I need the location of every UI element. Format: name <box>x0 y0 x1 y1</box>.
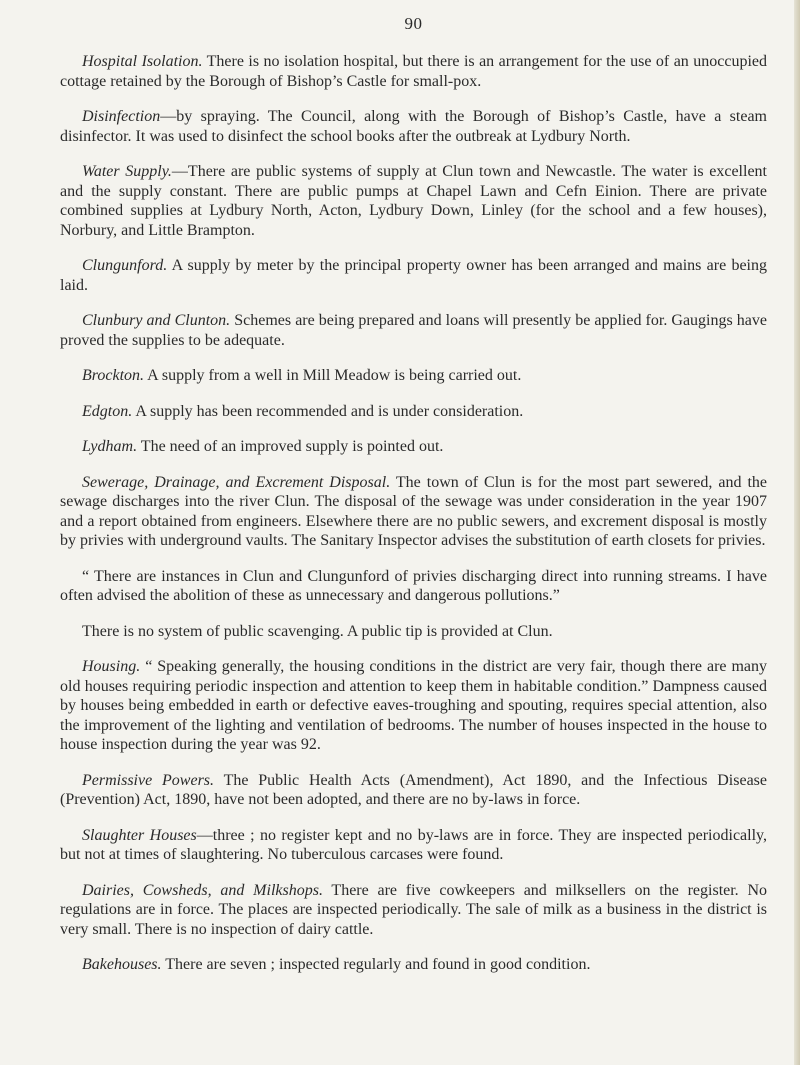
paragraph-heading: Permissive Powers. <box>82 771 215 789</box>
paragraph-heading: Lydham. <box>82 438 138 455</box>
paragraph-brockton <box>60 366 767 386</box>
paragraph-text: —three ; no register kept and no by-laws are in force. They are inspected periodically, but not at times of slaughtering. No tuberculous carcases were found. <box>60 826 768 863</box>
paragraph-text: A supply by meter by the principal property owner has been arranged and mains are being laid. <box>60 257 767 294</box>
paragraph-hospital-isolation <box>60 52 767 91</box>
paragraph-heading: Water Supply. <box>82 163 172 180</box>
paragraph-text: There are seven ; inspected regularly and found in good condition. <box>161 956 591 973</box>
paragraph-text: The town of Clun is for the most part sewered, and the sewage discharges into the river Clun. The disposal of the sewage was under consideration in the year 1907 and a report obtained from engineers. Elsewhere there are no public sewers, and excrement disposal is mostly by privies with underground vaults. The Sanitary Inspector advises the substitution of earth closets for privies. <box>60 473 767 549</box>
paragraph-text: There are five cowkeepers and milksellers on the register. No regulations are in force. The places are inspected periodically. The sale of milk as a business in the district is very small. There is no inspection of dairy cattle. <box>60 881 767 938</box>
paragraph-slaughter-houses <box>60 826 767 865</box>
paragraph-clungunford <box>60 256 767 295</box>
paragraph-text: —There are public systems of supply at Clun town and Newcastle. The water is excellent and the supply constant. There are public pumps at Chapel Lawn and Cefn Einion. There are private combined supplies at Lydbury North, Acton, Lydbury Down, Linley (for the school and a few houses), Norbury, and Little Brampton. <box>60 163 767 239</box>
document-page <box>60 14 767 991</box>
page-number: 90 <box>404 14 423 33</box>
paragraph-heading: Hospital Isolation. <box>82 53 203 70</box>
paragraph-permissive-powers <box>60 771 767 810</box>
paragraph-disinfection <box>60 107 767 146</box>
paragraph-housing <box>60 657 767 755</box>
paragraph-heading: Disinfection <box>82 108 161 125</box>
paragraph-heading: Brockton. <box>82 367 145 384</box>
paragraph-lydham <box>60 437 767 457</box>
paragraph-clunbury-clunton <box>60 311 767 350</box>
paragraph-edgton <box>60 402 767 422</box>
paragraph-heading: Slaughter Houses <box>82 826 197 844</box>
paragraph-heading: Bakehouses. <box>82 956 162 973</box>
paragraph-text: A supply from a well in Mill Meadow is being carried out. <box>144 367 522 384</box>
paragraph-heading: Edgton. <box>82 402 133 420</box>
paragraph-heading: Dairies, Cowsheds, and Milkshops. <box>82 881 323 899</box>
paragraph-heading: Clunbury and Clunton. <box>82 312 231 329</box>
paragraph-sewerage <box>60 473 767 551</box>
paragraph-text: A supply has been recommended and is under consideration. <box>132 402 524 420</box>
paragraph-text: There is no system of public scavenging. A public tip is provided at Clun. <box>82 622 553 640</box>
page-edge-shadow <box>794 0 800 1065</box>
paragraph-text: “ Speaking generally, the housing conditions in the district are very fair, though there are many old houses requiring periodic inspection and attention to keep them in habitable condition.” Dampness caused by houses being embedded in earth or defective eaves-troughing and spouting, requires special attention, also the improvement of the lighting and ventilation of bedrooms. The number of houses inspected in the house to house inspection during the year was 92. <box>60 658 767 753</box>
paragraph-text: The Public Health Acts (Amendment), Act 1890, and the Infectious Disease (Prevention) Act, 1890, have not been adopted, and there are no by-laws in force. <box>60 771 768 808</box>
paragraph-dairies <box>60 881 767 940</box>
paragraph-water-supply <box>60 162 767 240</box>
paragraph-heading: Sewerage, Drainage, and Excrement Disposal. <box>82 473 391 491</box>
paragraph-text: The need of an improved supply is pointed out. <box>137 438 444 455</box>
paragraph-scavenging <box>60 622 767 642</box>
paragraph-text: —by spraying. The Council, along with the Borough of Bishop’s Castle, have a steam disinfector. It was used to disinfect the school books after the outbreak at Lydbury North. <box>60 108 767 145</box>
paragraph-text: There is no isolation hospital, but there is an arrangement for the use of an unoccupied cottage retained by the Borough of Bishop’s Castle for small-pox. <box>60 53 767 90</box>
paragraph-text: Schemes are being prepared and loans will presently be applied for. Gaugings have proved the supplies to be adequate. <box>60 312 768 349</box>
paragraph-privies-quote <box>60 567 767 606</box>
paragraph-bakehouses <box>60 955 767 975</box>
paragraph-heading: Housing. <box>82 658 141 675</box>
paragraph-heading: Clungunford. <box>82 257 168 274</box>
paragraph-text: “ There are instances in Clun and Clungunford of privies discharging direct into running streams. I have often advised the abolition of these as unnecessary and dangerous pollutions.” <box>60 567 767 604</box>
